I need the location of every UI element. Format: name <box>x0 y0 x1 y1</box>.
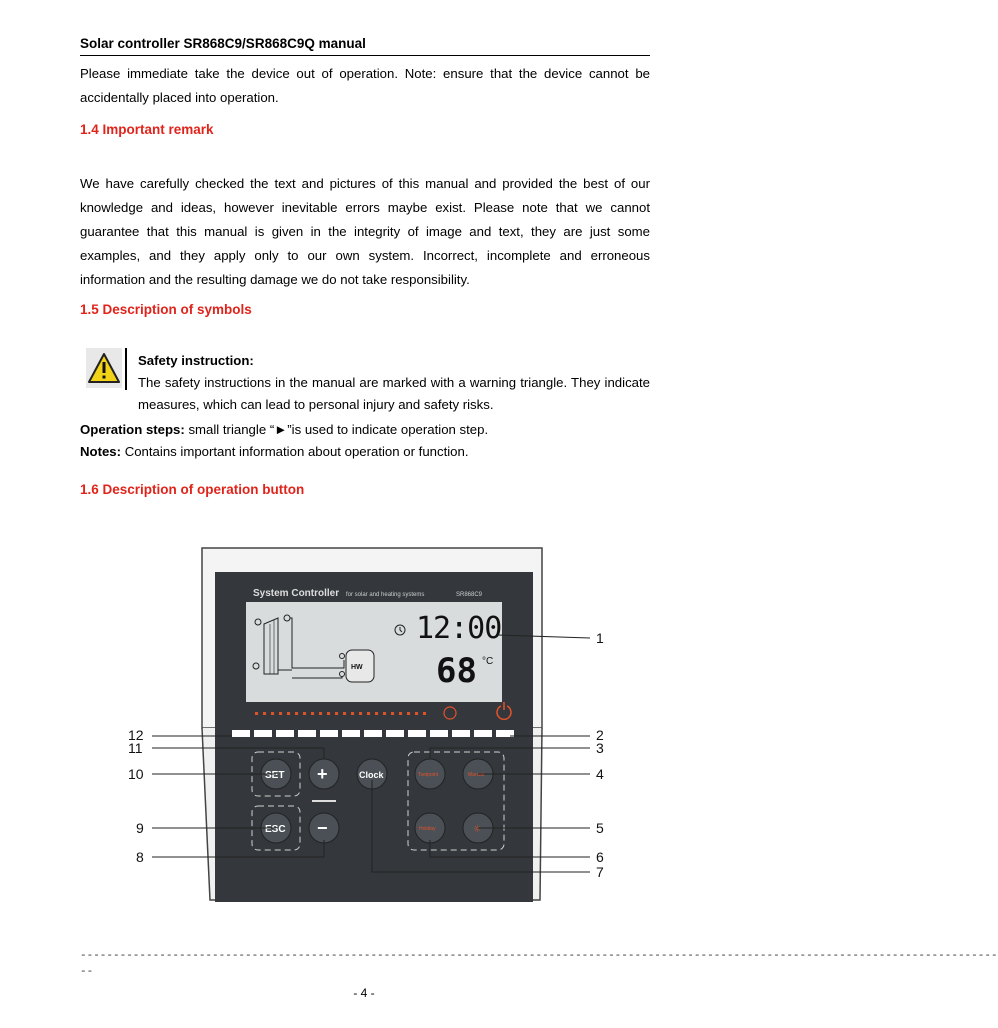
button-holiday[interactable] <box>415 813 445 843</box>
callout-10: 10 <box>128 766 144 782</box>
brand-text: System Controller <box>253 588 340 599</box>
svg-text:Manual: Manual <box>468 772 485 778</box>
operation-steps-label: Operation steps: <box>80 422 185 437</box>
callout-5: 5 <box>596 820 604 836</box>
page-header: Solar controller SR868C9/SR868C9Q manual <box>80 36 650 56</box>
svg-text:−: − <box>317 818 328 838</box>
svg-text:SET: SET <box>265 770 285 781</box>
callout-12: 12 <box>128 727 144 743</box>
heading-description-of-symbols: 1.5 Description of symbols <box>80 302 252 317</box>
lcd-temperature: 68 <box>436 651 477 691</box>
svg-text:+: + <box>317 764 328 784</box>
footer-rule-end: -- <box>80 966 94 978</box>
safety-divider <box>125 348 127 390</box>
subtitle-text: for solar and heating systems <box>346 592 425 598</box>
callout-1: 1 <box>596 630 604 646</box>
callout-11: 11 <box>128 740 143 756</box>
button-tsetpoint[interactable] <box>415 759 445 789</box>
notes-text: Contains important information about operation or function. <box>121 444 469 459</box>
plus-minus-divider <box>312 800 336 802</box>
notes-label: Notes: <box>80 444 122 459</box>
operation-steps-text: small triangle “►”is used to indicate operation step. <box>184 422 489 437</box>
svg-text:Clock: Clock <box>359 770 384 780</box>
warning-triangle-icon <box>86 348 122 388</box>
footer-rule: ------------------------------------------------------------------------------------------------------------------------------------------- <box>80 950 998 962</box>
operation-steps-line <box>80 422 488 437</box>
heading-operation-button: 1.6 Description of operation button <box>80 482 305 497</box>
heading-important-remark: 1.4 Important remark <box>80 122 214 137</box>
controller-diagram <box>120 540 640 900</box>
safety-block <box>138 350 650 416</box>
safety-title: Safety instruction: <box>138 353 254 368</box>
callout-6: 6 <box>596 849 604 865</box>
model-text: SR868C9 <box>456 592 483 598</box>
svg-text:Holiday: Holiday <box>419 826 436 832</box>
page-number: - 4 - <box>353 986 375 1000</box>
intro-paragraph: Please immediate take the device out of operation. Note: ensure that the device cannot be accidentally placed into operation. <box>80 66 650 105</box>
notes-line <box>80 444 469 459</box>
svg-text:ESC: ESC <box>265 824 286 835</box>
important-remark-paragraph: We have carefully checked the text and pictures of this manual and provided the best of our knowledge and ideas, however inevitable errors maybe exist. Please note that we cannot guarantee that this manual is given in the integrity of image and text, they are just some examples, and they apply only to our own system. Incorrect, incomplete and erroneous information and the resulting damage we do not take responsibility. <box>80 176 650 287</box>
svg-text:Tsetpoint: Tsetpoint <box>418 772 439 778</box>
button-plus[interactable] <box>309 759 339 789</box>
button-minus[interactable] <box>309 813 339 843</box>
safety-text: The safety instructions in the manual are marked with a warning triangle. They indicate measures, which can lead to personal injury and safety risks. <box>138 375 650 412</box>
lcd-unit: °C <box>482 656 494 667</box>
callout-7: 7 <box>596 864 604 880</box>
lcd-time: 12:00 <box>416 611 502 646</box>
callout-2: 2 <box>596 727 604 743</box>
callout-9: 9 <box>136 820 144 836</box>
callout-8: 8 <box>136 849 144 865</box>
callout-4: 4 <box>596 766 604 782</box>
tank-label: HW <box>351 664 363 671</box>
callout-3: 3 <box>596 740 604 756</box>
svg-text:☼: ☼ <box>473 824 482 835</box>
